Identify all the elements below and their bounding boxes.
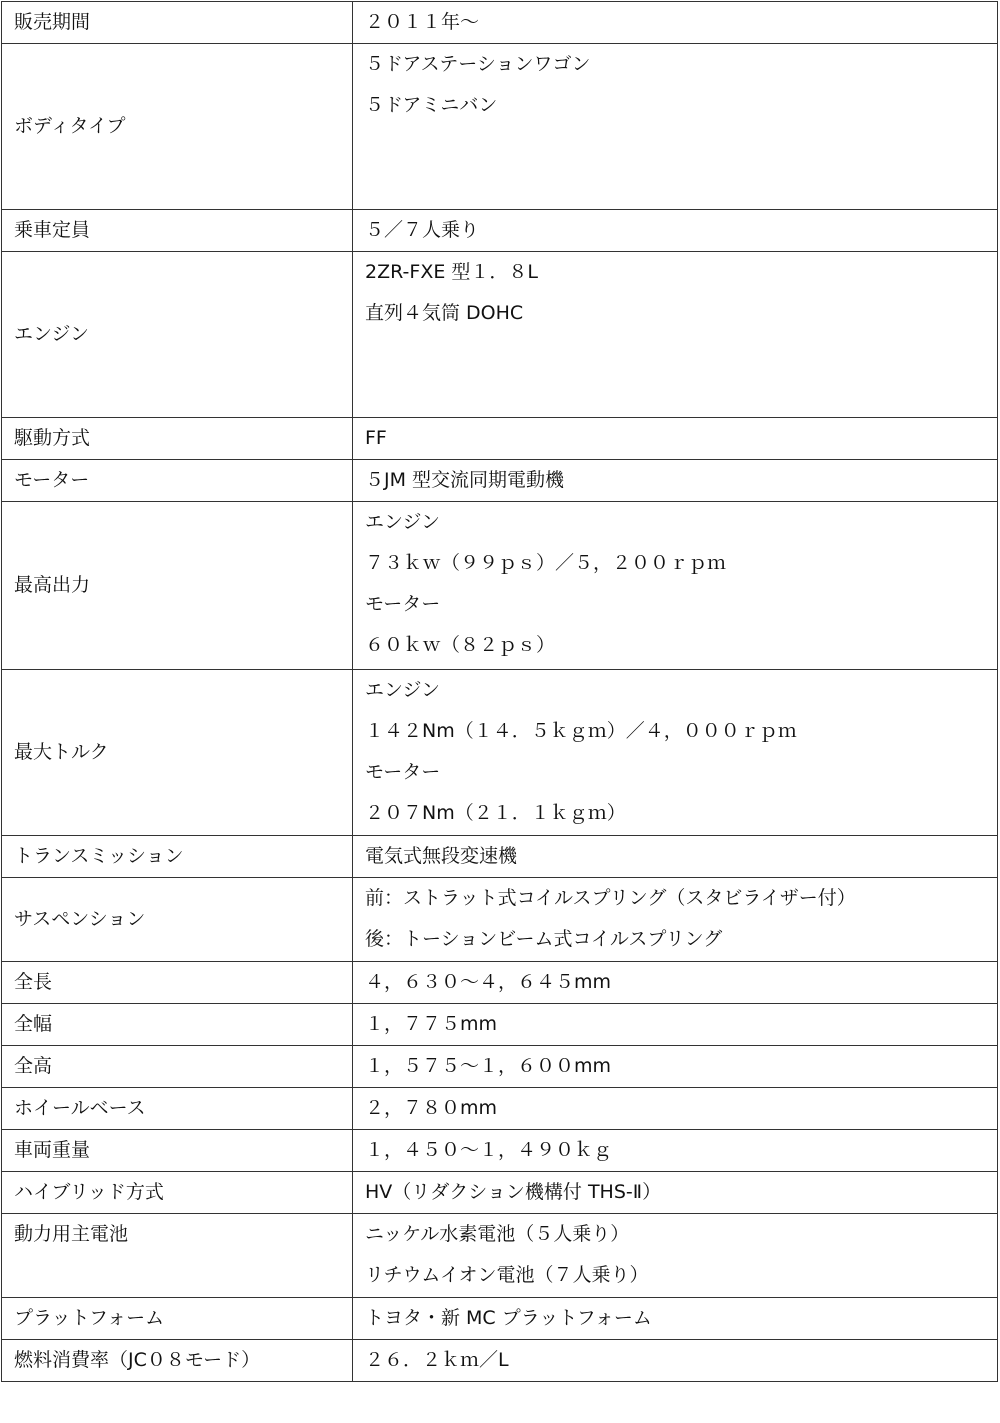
value-line: 2ZR-FXE 型１．８L [365,261,538,283]
label-motor: モーター [2,460,353,502]
value-line: ４，６３０～４，６４５mm [365,971,612,993]
value-line: ２６．２ｋｍ／L [365,1349,509,1371]
value-line: ２０７Nm（２１．１ｋｇｍ） [365,802,626,824]
row-motor [2,460,998,502]
row-max-output [2,502,998,670]
label-hybrid-system: ハイブリッド方式 [2,1172,353,1214]
value-line: 後：トーションビーム式コイルスプリング [365,928,723,950]
value-line: ７３ｋｗ（９９ｐｓ）／５，２００ｒｐｍ [365,552,727,574]
value-max-torque [353,670,998,836]
label-drive-system: 駆動方式 [2,418,353,460]
value-line: エンジン [365,511,441,533]
label-wheelbase: ホイールベース [2,1088,353,1130]
row-vehicle-weight [2,1130,998,1172]
row-platform [2,1298,998,1340]
value-line: 直列４気筒 DOHC [365,302,524,324]
row-overall-length [2,962,998,1004]
row-transmission [2,836,998,878]
value-drive-system [353,418,998,460]
value-line: 前：ストラット式コイルスプリング（スタビライザー付） [365,887,856,909]
label-seating-capacity: 乗車定員 [2,210,353,252]
value-overall-height [353,1046,998,1088]
value-line: トヨタ・新 MC プラットフォーム [365,1307,652,1329]
row-wheelbase [2,1088,998,1130]
label-main-battery: 動力用主電池 [2,1214,353,1298]
label-max-torque: 最大トルク [2,670,353,836]
value-line: ５JM 型交流同期電動機 [365,469,565,491]
label-platform: プラットフォーム [2,1298,353,1340]
value-line: エンジン [365,679,441,701]
label-transmission: トランスミッション [2,836,353,878]
value-line: ５ドアステーションワゴン [365,53,591,75]
value-line: 電気式無段変速機 [365,845,518,867]
row-engine [2,252,998,418]
value-line: FF [365,427,387,449]
label-overall-height: 全高 [2,1046,353,1088]
value-line: ５ドアミニバン [365,94,498,116]
row-drive-system [2,418,998,460]
value-suspension [353,878,998,962]
spec-table [1,1,998,1382]
value-line: １４２Nm（１４．５ｋｇｍ）／４，０００ｒｐｍ [365,720,797,742]
label-max-output: 最高出力 [2,502,353,670]
row-fuel-consumption [2,1340,998,1382]
row-sales-period [2,2,998,44]
value-vehicle-weight [353,1130,998,1172]
row-suspension [2,878,998,962]
row-main-battery [2,1214,998,1298]
value-line: ６０ｋｗ（８２ｐｓ） [365,634,556,656]
value-line: ２，７８０mm [365,1097,498,1119]
value-line: １，４５０～１，４９０ｋｇ [365,1139,613,1161]
value-seating-capacity [353,210,998,252]
label-engine: エンジン [2,252,353,418]
value-line: リチウムイオン電池（７人乗り） [365,1264,649,1286]
label-overall-width: 全幅 [2,1004,353,1046]
row-seating-capacity [2,210,998,252]
value-transmission [353,836,998,878]
row-overall-height [2,1046,998,1088]
value-motor [353,460,998,502]
row-body-type [2,44,998,210]
value-hybrid-system [353,1172,998,1214]
label-suspension: サスペンション [2,878,353,962]
value-platform [353,1298,998,1340]
value-fuel-consumption [353,1340,998,1382]
row-hybrid-system [2,1172,998,1214]
label-fuel-consumption: 燃料消費率（JC０８モード） [2,1340,353,1382]
value-wheelbase [353,1088,998,1130]
value-line: １，７７５mm [365,1013,498,1035]
value-line: ニッケル水素電池（５人乗り） [365,1223,630,1245]
value-body-type [353,44,998,210]
label-overall-length: 全長 [2,962,353,1004]
value-overall-width [353,1004,998,1046]
value-engine [353,252,998,418]
value-line: HV（リダクション機構付 THS-Ⅱ） [365,1181,662,1203]
value-overall-length [353,962,998,1004]
value-line: １，５７５～１，６００mm [365,1055,612,1077]
row-overall-width [2,1004,998,1046]
value-line: ５／７人乗り [365,219,480,241]
label-sales-period: 販売期間 [2,2,353,44]
value-sales-period [353,2,998,44]
label-body-type: ボディタイプ [2,44,353,210]
value-line: モーター [365,761,441,783]
value-line: モーター [365,593,441,615]
row-max-torque [2,670,998,836]
value-line: ２０１１年～ [365,11,480,33]
value-max-output [353,502,998,670]
value-main-battery [353,1214,998,1298]
label-vehicle-weight: 車両重量 [2,1130,353,1172]
